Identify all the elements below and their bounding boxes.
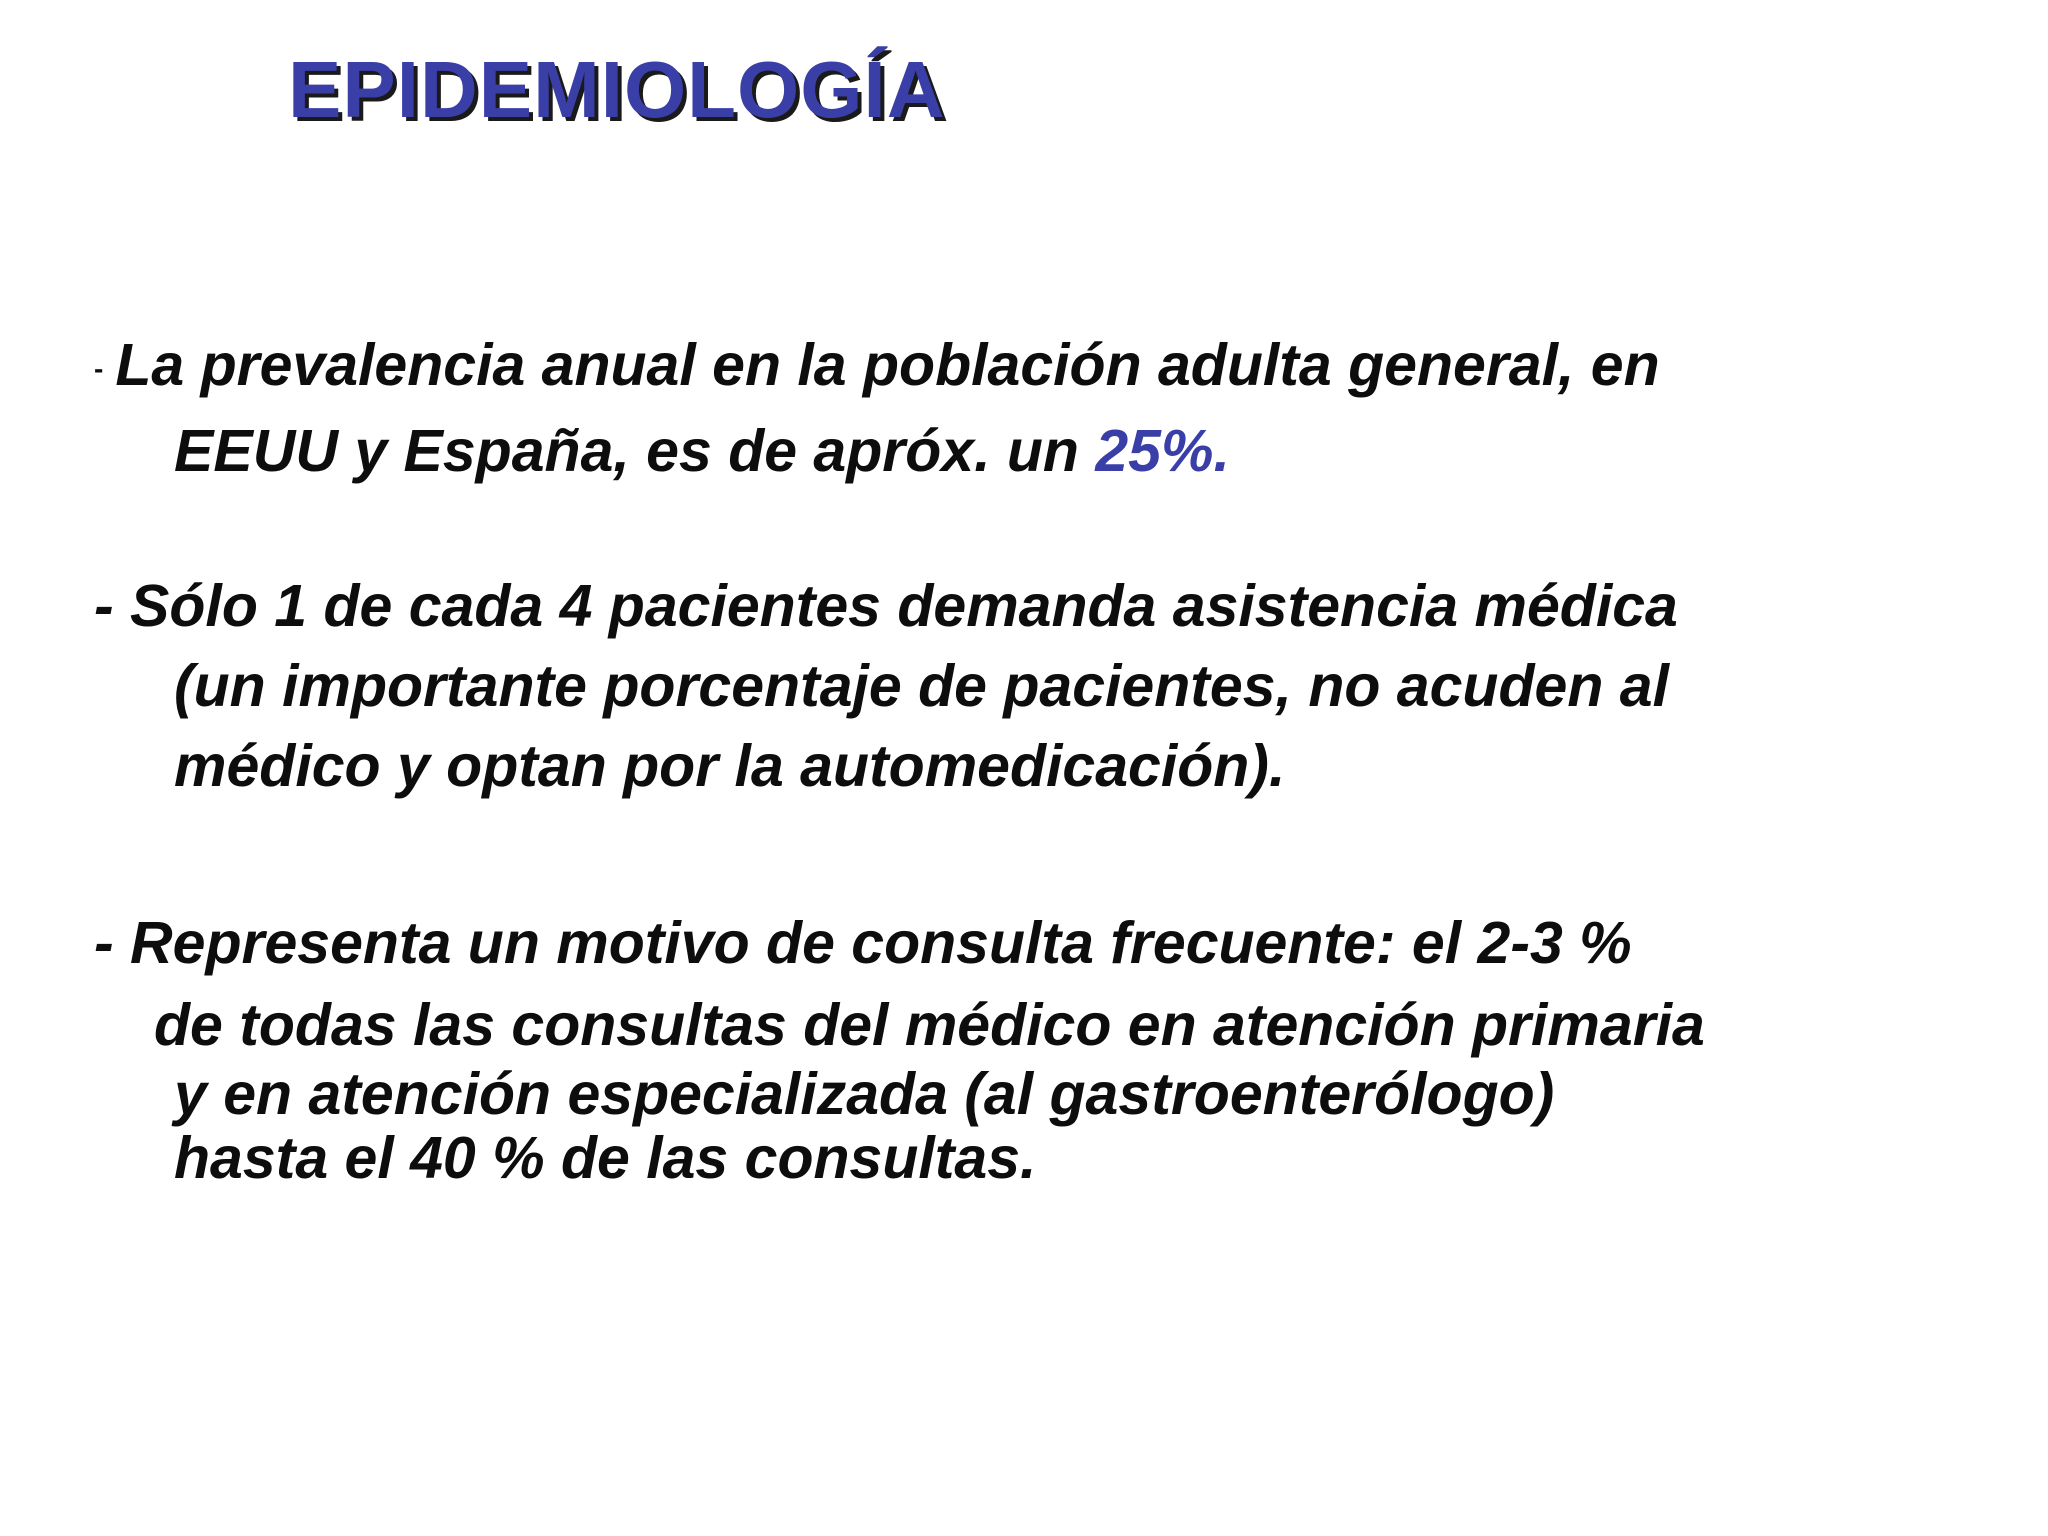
bullet-prevalence-text-1: La prevalencia anual en la población adulta general, en <box>115 332 1660 398</box>
bullet-consultation-line-1: - Representa un motivo de consulta frecuente: el 2-3 % <box>94 910 1632 976</box>
bullet-medical-demand-line-3: médico y optan por la automedicación). <box>174 733 1286 799</box>
bullet-consultation-line-4: hasta el 40 % de las consultas. <box>174 1125 1037 1191</box>
bullet-dash: - <box>94 353 104 385</box>
bullet-medical-demand-line-1: - Sólo 1 de cada 4 pacientes demanda asistencia médica <box>94 573 1678 639</box>
bullet-consultation-reason <box>94 898 1705 1190</box>
prevalence-percentage: 25%. <box>1095 418 1230 485</box>
bullet-prevalence-line-1 <box>94 324 1660 410</box>
bullet-consultation-line-2: de todas las consultas del médico en atención primaria <box>154 992 1705 1058</box>
bullet-medical-demand <box>94 566 1678 806</box>
bullet-medical-demand-line-2: (un importante porcentaje de pacientes, no acuden al <box>174 653 1669 719</box>
bullet-consultation-line-3: y en atención especializada (al gastroenterólogo) <box>174 1061 1555 1127</box>
bullet-prevalence-line-2 <box>94 410 1660 492</box>
bullet-prevalence <box>94 324 1660 492</box>
slide-title: EPIDEMIOLOGÍA <box>288 45 946 134</box>
bullet-prevalence-text-2: EEUU y España, es de apróx. un <box>174 418 1096 485</box>
